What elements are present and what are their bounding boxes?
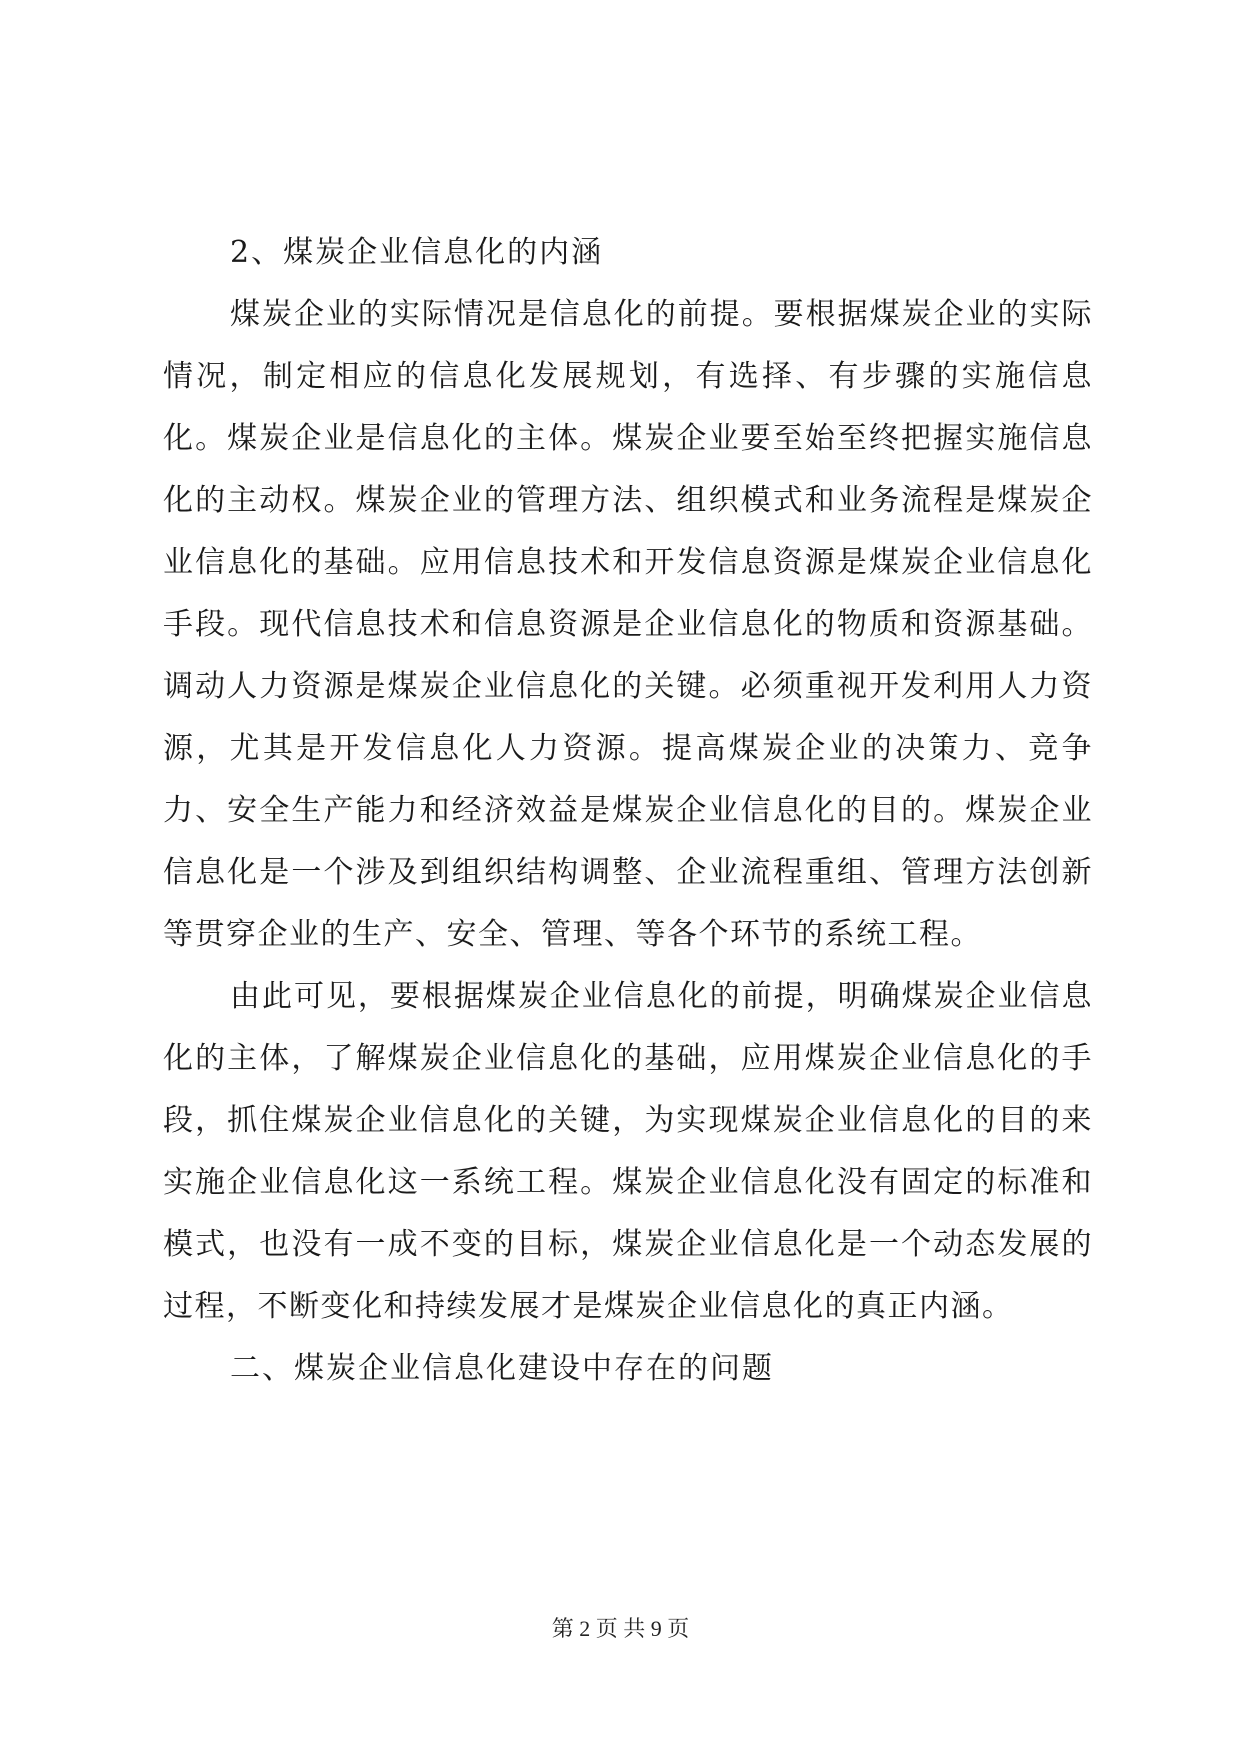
paragraph-1: 煤炭企业的实际情况是信息化的前提。要根据煤炭企业的实际情况，制定相应的信息化发展规划，有选择、有步骤的实施信息化。煤炭企业是信息化的主体。煤炭企业要至始至终把握实施信息化的主动权。煤炭企业的管理方法、组织模式和业务流程是煤炭企业信息化的基础。应用信息技术和开发信息资源是煤炭企业信息化手段。现代信息技术和信息资源是企业信息化的物质和资源基础。调动人力资源是煤炭企业信息化的关键。必须重视开发利用人力资源，尤其是开发信息化人力资源。提高煤炭企业的决策力、竞争力、安全生产能力和经济效益是煤炭企业信息化的目的。煤炭企业信息化是一个涉及到组织结构调整、企业流程重组、管理方法创新等贯穿企业的生产、安全、管理、等各个环节的系统工程。: [163, 297, 1093, 952]
next-section-heading: 二、煤炭企业信息化建设中存在的问题: [230, 1351, 774, 1386]
paragraph-2: 由此可见，要根据煤炭企业信息化的前提，明确煤炭企业信息化的主体，了解煤炭企业信息化的基础，应用煤炭企业信息化的手段，抓住煤炭企业信息化的关键，为实现煤炭企业信息化的目的来实施企业信息化这一系统工程。煤炭企业信息化没有固定的标准和模式，也没有一成不变的目标，煤炭企业信息化是一个动态发展的过程，不断变化和持续发展才是煤炭企业信息化的真正内涵。: [163, 979, 1093, 1324]
page-number-footer: 第 2 页 共 9 页: [551, 1616, 690, 1641]
section-heading: 2、煤炭企业信息化的内涵: [230, 235, 604, 270]
page-content: [163, 222, 1093, 1400]
